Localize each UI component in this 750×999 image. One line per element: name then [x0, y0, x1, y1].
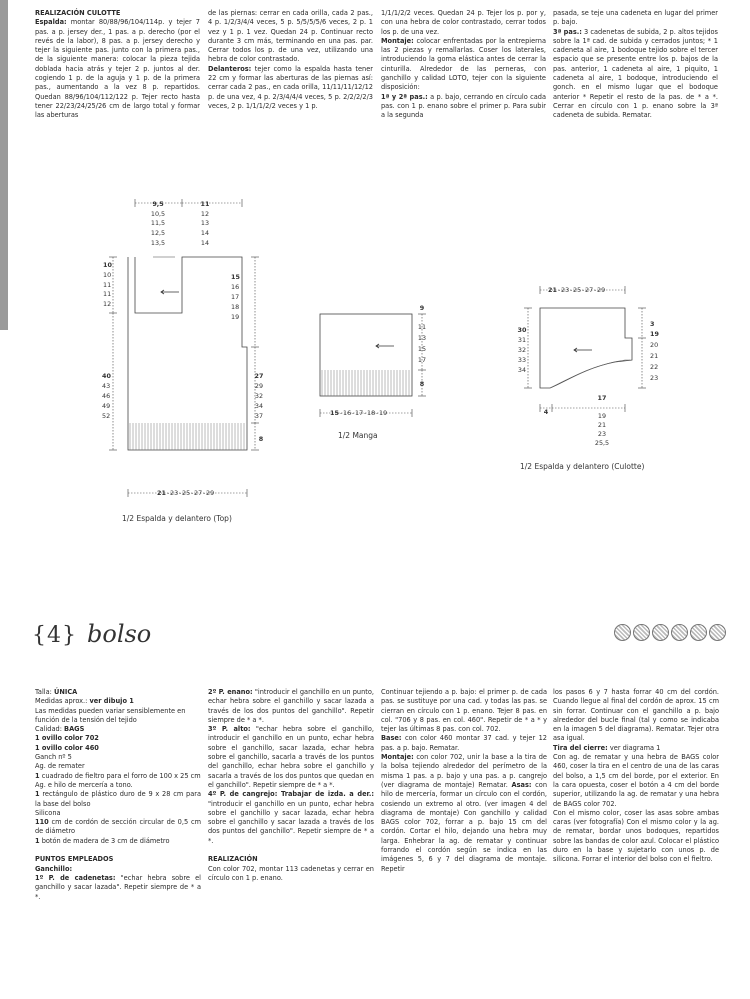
top-label-b-2: 25 [182, 489, 191, 497]
bolso-column-3 [381, 688, 547, 874]
svg-text:-: - [376, 409, 379, 417]
culotte-label-bv-3: 23 [597, 430, 607, 438]
top-label-tr-4: 14 [200, 239, 210, 247]
culotte-label-t-1: 23 [561, 286, 570, 294]
top-label-band: 8 [258, 435, 264, 443]
culotte-label-rl-1: 20 [650, 341, 659, 349]
top-label-b-0: 21 [157, 489, 166, 497]
top-label-rm-2: 32 [254, 392, 264, 400]
difficulty-dot-icon [709, 624, 726, 641]
top-label-tr-3: 14 [200, 229, 210, 237]
sleeve-label-r-1: 11 [417, 323, 427, 331]
culotte-outline-front [550, 360, 630, 388]
top-label-ru-3: 18 [231, 303, 240, 311]
tira-heading: Tira del cierre: [553, 743, 608, 752]
cordon-qty: 110 [35, 818, 49, 827]
top-tick-marks [109, 199, 259, 497]
top-label-tr-0: 11 [200, 200, 210, 208]
top-label-ru-0: 15 [231, 273, 240, 281]
sleeve-label-band: 8 [419, 380, 425, 388]
talla-label: Talla: [35, 688, 54, 696]
sleeve-label-b-0: 15 [330, 409, 339, 417]
top-label-rm-0: 27 [254, 372, 264, 380]
section-heading [32, 620, 151, 648]
top-label-ru-1: 16 [231, 283, 240, 291]
cuadrado-text: cuadrado de fieltro para el forro de 100 x 25 cm [39, 771, 201, 780]
svg-text:-: - [364, 409, 367, 417]
culotte-pattern-diagram [510, 280, 705, 455]
puntos-heading: PUNTOS EMPLEADOS [35, 855, 114, 864]
culotte-column-3 [381, 9, 546, 121]
top-pattern-diagram [95, 195, 270, 500]
ovillo2-text: ovillo color 460 [39, 743, 99, 752]
enano-text: "introducir el ganchillo en un punto, echar hebra sobre el ganchillo y sacar lazada a través de los dos puntos del ganchillo". Repetir siempre de * a *. [208, 688, 374, 724]
svg-text:-: - [340, 409, 343, 417]
section-title: bolso [87, 620, 152, 648]
top-direction-arrow [161, 290, 179, 294]
top-label-b-1: 23 [170, 489, 179, 497]
pasos-text: los pasos 6 y 7 hasta forrar 40 cm del cordón. Cuando llegue al final del cordón de aprox. 15 cm sin forrar. Continuar con el ganchillo a p. bajo alrededor del bucle final (tal y como se indicaba en la imagen 5 del diagrama). Rematar. Tejer otra asa igual. [553, 688, 719, 743]
continuar-text: Continuar tejiendo a p. bajo: el primer p. de cada pas. se sustituye por una cad. y todas las pas. se cierran en círculo con 1 p. enano. Tejer 8 pas. en col. "706 y 8 pas. en col. 460". Repetir de * a * y tejer las últimas 8 pas. con col. 702. [381, 688, 547, 734]
asas-text: con hilo de mercería, formar un círculo con el cordón, cosiendo un extremo al otro. (ver imagen 4 del diagrama de montaje) Con ganchillo y calidad BAGS color 702, forrar a p. bajo 15 cm del cordón. Cortar el hilo, dejando una hebra muy larga. Enhebrar la ag. de rematar y continuar forrando el cordón según se indica en las imágenes 5, 6 y 7 del diagrama de montaje. Repetir [381, 780, 548, 873]
top-label-b-sep-1: - [179, 489, 182, 497]
difficulty-dot-icon [690, 624, 707, 641]
montaje-label: Montaje: [381, 36, 414, 45]
top-label-rm-4: 37 [254, 412, 264, 420]
culotte-label-rl-4: 23 [650, 374, 659, 382]
final-text: Con el mismo color, coser las asas sobre ambas caras (ver fotografía) Con el mismo color y la ag. de rematar, bordar unos bodoques, repartidos sobre las bandas de color azul. Colocar el plástico duro en la base y sujetarlo con unos p. de silicona. Forrar el interior del bolso con el fieltro. [553, 808, 719, 864]
talla-value: ÚNICA [54, 688, 78, 696]
tira-text: Con ag. de rematar y una hebra de BAGS color 460, coser la tira en el centro de una de las caras del bolso, a 1,5 cm del borde, por el exterior. En la cara opuesta, coser el botón a 4 cm del borde superior, utilizando la ag. de rematar y una hebra de BAGS color 702. [553, 753, 719, 808]
sleeve-label-r-0: 9 [419, 304, 425, 312]
delanteros-text: tejer como la espalda hasta tener 22 cm y formar las aberturas de las piernas así: cerrar cada 2 pas., en cada orilla, 11/11/11/12/12 p. de una vez, 4 p. 2/3/4/4/4 veces, 5 p. 2/2/2/2/3 veces, 2 p. 1/1/1/2/2 veces y 1 p. [208, 64, 373, 110]
espalda-text: montar 80/88/96/104/114p. y tejer 7 pas. a p. jersey der., 1 pas. a p. derecho (por el revés de la labor), 8 pas. a p. jersey derecho y tejer la siguiente pas. junto con la primera pas., de la siguiente manera: colocar la pieza tejida doblada hacia atrás y tejer 2 p. juntos al der. cogiendo 1 p. de la aguja y 1 p. de la primera pas., aumentando a la vez 8 p. repartidos. Quedan 88/96/104/112/122 p. Tejer recto hasta tener 22/23/24/25/26 cm de largo total y formar las aberturas [35, 18, 200, 120]
medidas-label: Medidas aprox.: [35, 697, 90, 706]
enano-label: 2º P. enano: [208, 688, 253, 696]
culotte-diagram-caption: 1/2 Espalda y delantero (Culotte) [520, 462, 645, 471]
svg-text:-: - [558, 286, 561, 294]
ganchillo-size: Ganch nº 5 [35, 753, 72, 762]
top-label-ll-0: 40 [102, 372, 111, 380]
realizacion-heading: REALIZACIÓN [208, 855, 258, 864]
cangrejo-text: "introducir el ganchillo en un punto, echar hebra sobre el ganchillo y sacar lazada, echar hebra sobre el ganchillo y sacar lazada a través de los dos puntos del ganchillo". Repetir siempre de * a *. [208, 799, 374, 845]
aguja-remater: Ag. de remater [35, 762, 85, 771]
svg-text:-: - [352, 409, 355, 417]
top-label-tr-2: 13 [200, 219, 210, 227]
asas-label: Asas: [511, 780, 532, 789]
tira-heading-rest: ver diagrama 1 [607, 743, 661, 752]
difficulty-dot-icon [652, 624, 669, 641]
cuadrado-qty: 1 [35, 771, 40, 780]
culotte-label-l-2: 32 [517, 346, 527, 354]
difficulty-dots [614, 624, 726, 641]
pas12-label: 1ª y 2ª pas.: [381, 92, 428, 101]
top-label-b-3: 27 [194, 489, 203, 497]
culotte-column-2 [208, 9, 373, 111]
top-label-tl-3: 12,5 [150, 229, 166, 237]
culotte-dimension-labels [518, 286, 660, 447]
top-label-tl-1: 10,5 [150, 210, 166, 218]
ganchillo-heading: Ganchillo: [35, 864, 73, 873]
culotte-label-bl: 4 [543, 408, 549, 416]
top-label-lu-2: 11 [103, 281, 112, 289]
base-label: Base: [381, 734, 402, 743]
difficulty-dot-icon [633, 624, 650, 641]
top-label-lu-3: 11 [103, 290, 112, 298]
difficulty-dot-icon [614, 624, 631, 641]
sleeve-label-b-3: 18 [367, 409, 376, 417]
top-label-lu-0: 10 [103, 261, 112, 269]
ag-hilo: Ag. e hilo de mercería a tono. [35, 780, 133, 789]
realizacion-text: Con color 702, montar 113 cadenetas y cerrar en círculo con 1 p. enano. [208, 864, 374, 882]
col2-text: de las piernas: cerrar en cada orilla, cada 2 pas., 4 p. 1/2/3/4/4 veces, 5 p. 5/5/5/5/6 veces, 2 p. 1 vez y 1 p. 1 vez. Quedan 24 p. Continuar recto durante 3 cm más, terminando en una pas. par. Cerrar todos los p. de una vez, utilizando una hebra de color contrastado. [208, 9, 373, 64]
sleeve-diagram-caption: 1/2 Manga [338, 431, 378, 440]
top-diagram-caption: 1/2 Espalda y delantero (Top) [122, 514, 232, 523]
difficulty-dot-icon [671, 624, 688, 641]
calidad-label: Calidad: [35, 725, 65, 734]
espalda-label: Espalda: [35, 18, 67, 27]
bolso-column-1 [35, 688, 201, 902]
svg-text:-: - [582, 286, 585, 294]
top-label-b-sep-3: - [203, 489, 206, 497]
sleeve-label-r-4: 17 [417, 356, 427, 364]
medidas-value: ver dibujo 1 [89, 697, 134, 706]
culotte-label-bv-4: 25,5 [594, 439, 610, 447]
cadenetas-text: "echar hebra sobre el ganchillo y sacar lazada". Repetir siempre de * a *. [35, 873, 202, 901]
culotte-label-bv-2: 21 [597, 421, 607, 429]
cordon-text: cm de cordón de sección circular de 0,5 cm de diámetro [35, 818, 201, 836]
culotte-outline-back [540, 308, 632, 388]
culotte-label-bv-1: 19 [597, 412, 607, 420]
pas3-text: 3 cadenetas de subida, 2 p. altos tejidos sobre la 1ª cad. de subida y cerrados juntos; * 1 cadeneta al aire, 1 bodoque tejido sobre el tercer espacio que se presente entre los p. bajos de la pas. anterior, 1 cadeneta al aire, 1 piquito, 1 cadeneta al aire, 1 bodoque, introduciendo el gonch. en el mismo lugar que el bodoque anterior * Repetir el resto de la pas. de * a *. Cerrar en círculo con 1 p. enano sobre la 3ª cadeneta de subida. Rematar. [553, 27, 718, 120]
svg-text:-: - [594, 286, 597, 294]
top-label-ll-4: 52 [102, 412, 111, 420]
culotte-label-r-top: 3 [650, 320, 655, 328]
culotte-label-l-4: 34 [517, 366, 527, 374]
boton-qty: 1 [35, 836, 40, 845]
culotte-label-rl-3: 22 [650, 363, 659, 371]
svg-text:-: - [570, 286, 573, 294]
culotte-label-bv-0: 17 [597, 394, 607, 402]
montaje-bolso-text: con color 702, unir la base a la tira de la bolsa tejiendo alrededor del perímetro de la misma 1 pas. a p. bajo y una pas. a p. cangrejo (ver diagrama de montaje) Rematar. [381, 753, 547, 789]
ovillo2-qty: 1 [35, 743, 40, 752]
top-label-tl-0: 9,5 [152, 200, 164, 208]
alto-text: "echar hebra sobre el ganchillo, introducir el ganchillo en un punto, echar hebra sobre el ganchillo, sacar lazada, echar hebra sobre el ganchillo, sacarla a través de los puntos del ganchillo, echar hebra sobre el ganchillo y sacarla a través de los dos puntos que quedan en el ganchillo". Repetir siempre de * a *. [208, 725, 374, 789]
medidas-note: Las medidas pueden variar sensiblemente en función de la tensión del tejido [35, 706, 186, 724]
culotte-direction-arrow [574, 348, 592, 352]
top-label-ru-4: 19 [231, 313, 240, 321]
top-label-b-4: 29 [206, 489, 215, 497]
culotte-label-l-3: 33 [517, 356, 527, 364]
top-piece-outline [128, 257, 247, 450]
top-label-rm-1: 29 [254, 382, 264, 390]
top-label-ru-2: 17 [231, 293, 240, 301]
culotte-label-rl-2: 21 [650, 352, 659, 360]
top-label-b-sep-0: - [167, 489, 170, 497]
top-label-tr-1: 12 [200, 210, 210, 218]
culotte-column-4 [553, 9, 718, 121]
boton-text: botón de madera de 3 cm de diámetro [39, 836, 170, 845]
culotte-label-t-3: 27 [585, 286, 594, 294]
rect-qty: 1 [35, 790, 40, 799]
sleeve-label-b-4: 19 [379, 409, 388, 417]
ovillo1-qty: 1 [35, 734, 40, 743]
top-label-lu-1: 10 [103, 271, 112, 279]
montaje-text: colocar enfrentadas por la entrepierna las 2 piezas y remallarlas. Coser los laterales, introduciendo la goma elástica antes de cerrar la cinturilla. Alrededor de las perneras, con ganchillo y calidad LOTO, tejer con la siguiente disposición: [381, 36, 546, 92]
delanteros-label: Delanteros: [208, 64, 252, 73]
culotte-label-t-4: 29 [597, 286, 606, 294]
col4-text: pasada, se teje una cadeneta en lugar del primer p. bajo. [553, 9, 718, 27]
top-label-tl-4: 13,5 [150, 239, 166, 247]
bolso-column-4 [553, 688, 719, 865]
culotte-label-t-0: 21 [548, 286, 557, 294]
top-label-lu-4: 12 [103, 300, 112, 308]
col3-text: 1/1/1/2/2 veces. Quedan 24 p. Tejer los p. por y, con una hebra de color contrastado, cerrar todos los p. de una vez. [381, 9, 546, 36]
sleeve-label-b-1: 16 [343, 409, 352, 417]
top-label-ll-3: 49 [102, 402, 111, 410]
ovillo1-text: ovillo color 702 [39, 734, 99, 743]
sleeve-label-r-3: 15 [417, 345, 427, 353]
pas12-text: a p. bajo, cerrando en círculo cada pas. con 1 p. enano sobre el primer p. Para subir a la segunda [381, 92, 546, 120]
pas3-label: 3ª pas.: [553, 27, 582, 36]
top-label-rm-3: 34 [254, 402, 264, 410]
top-label-tl-2: 11,5 [150, 219, 166, 227]
top-dimension-labels [102, 200, 264, 497]
bolso-column-2 [208, 688, 374, 883]
top-label-ll-2: 46 [102, 392, 111, 400]
page-edge-bar [0, 0, 8, 330]
cangrejo-label: 4º P. de cangrejo: Trabajar de izda. a der.: [208, 790, 374, 799]
calidad-value: BAGS [64, 725, 85, 734]
top-label-b-sep-2: - [191, 489, 194, 497]
base-text: con color 460 montar 37 cad. y tejer 12 pas. a p. bajo. Rematar. [381, 734, 547, 752]
sleeve-label-b-2: 17 [355, 409, 364, 417]
section-number: {4} [32, 623, 77, 648]
culotte-column-1 [35, 9, 200, 121]
culotte-label-l-0: 30 [517, 326, 527, 334]
culotte-label-rl-0: 19 [650, 330, 659, 338]
sleeve-pattern-diagram [312, 298, 442, 423]
alto-label: 3º P. alto: [208, 725, 251, 734]
sleeve-dimension-lines [320, 314, 422, 413]
sleeve-ribbing [322, 370, 409, 396]
silicona: Silicona [35, 808, 61, 817]
cadenetas-label: 1º P. de cadenetas: [35, 873, 116, 882]
sleeve-direction-arrow [376, 344, 394, 348]
sleeve-label-r-2: 13 [417, 334, 427, 342]
top-ribbing [130, 423, 244, 450]
culotte-heading: REALIZACIÓN CULOTTE [35, 9, 121, 17]
montaje-bolso-label: Montaje: [381, 753, 414, 762]
culotte-label-l-1: 31 [517, 336, 527, 344]
culotte-label-t-2: 25 [573, 286, 582, 294]
top-label-ll-1: 43 [102, 382, 111, 390]
rect-text: rectángulo de plástico duro de 9 x 28 cm para la base del bolso [35, 790, 201, 808]
